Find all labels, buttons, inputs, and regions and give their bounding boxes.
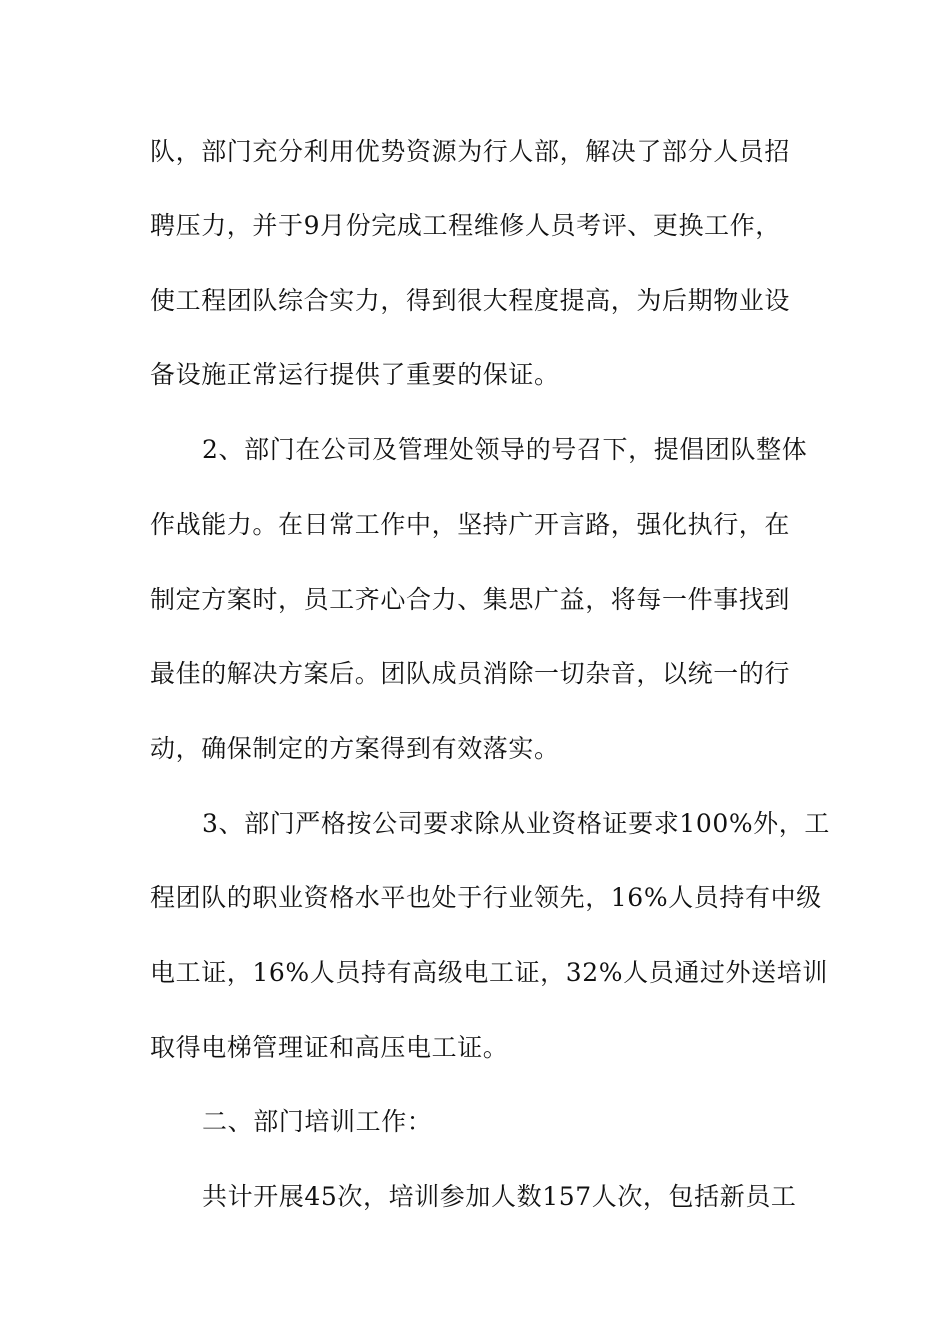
text-line-11: 程团队的职业资格水平也处于行业领先，16%人员持有中级 — [150, 883, 822, 912]
text-line-8: 最佳的解决方案后。团队成员消除一切杂音，以统一的行 — [150, 659, 791, 688]
text-line-7: 制定方案时，员工齐心合力、集思广益，将每一件事找到 — [150, 585, 791, 614]
text-line-1: 队，部门充分利用优势资源为行人部，解决了部分人员招 — [150, 137, 791, 166]
text-line-2: 聘压力，并于9月份完成工程维修人员考评、更换工作， — [150, 211, 781, 240]
section-heading: 二、部门培训工作： — [202, 1107, 433, 1136]
text-line-9: 动，确保制定的方案得到有效落实。 — [150, 734, 560, 763]
text-line-4: 备设施正常运行提供了重要的保证。 — [150, 360, 560, 389]
text-line-15: 共计开展45次，培训参加人数157人次，包括新员工 — [202, 1182, 797, 1211]
text-line-12: 电工证，16%人员持有高级电工证，32%人员通过外送培训 — [150, 958, 828, 987]
text-line-6: 作战能力。在日常工作中，坚持广开言路，强化执行，在 — [150, 510, 791, 539]
text-line-10: 3、部门严格按公司要求除从业资格证要求100%外，工 — [202, 809, 830, 838]
text-line-13: 取得电梯管理证和高压电工证。 — [150, 1033, 509, 1062]
text-line-5: 2、部门在公司及管理处领导的号召下，提倡团队整体 — [202, 435, 808, 464]
text-line-3: 使工程团队综合实力，得到很大程度提高，为后期物业设 — [150, 286, 791, 315]
